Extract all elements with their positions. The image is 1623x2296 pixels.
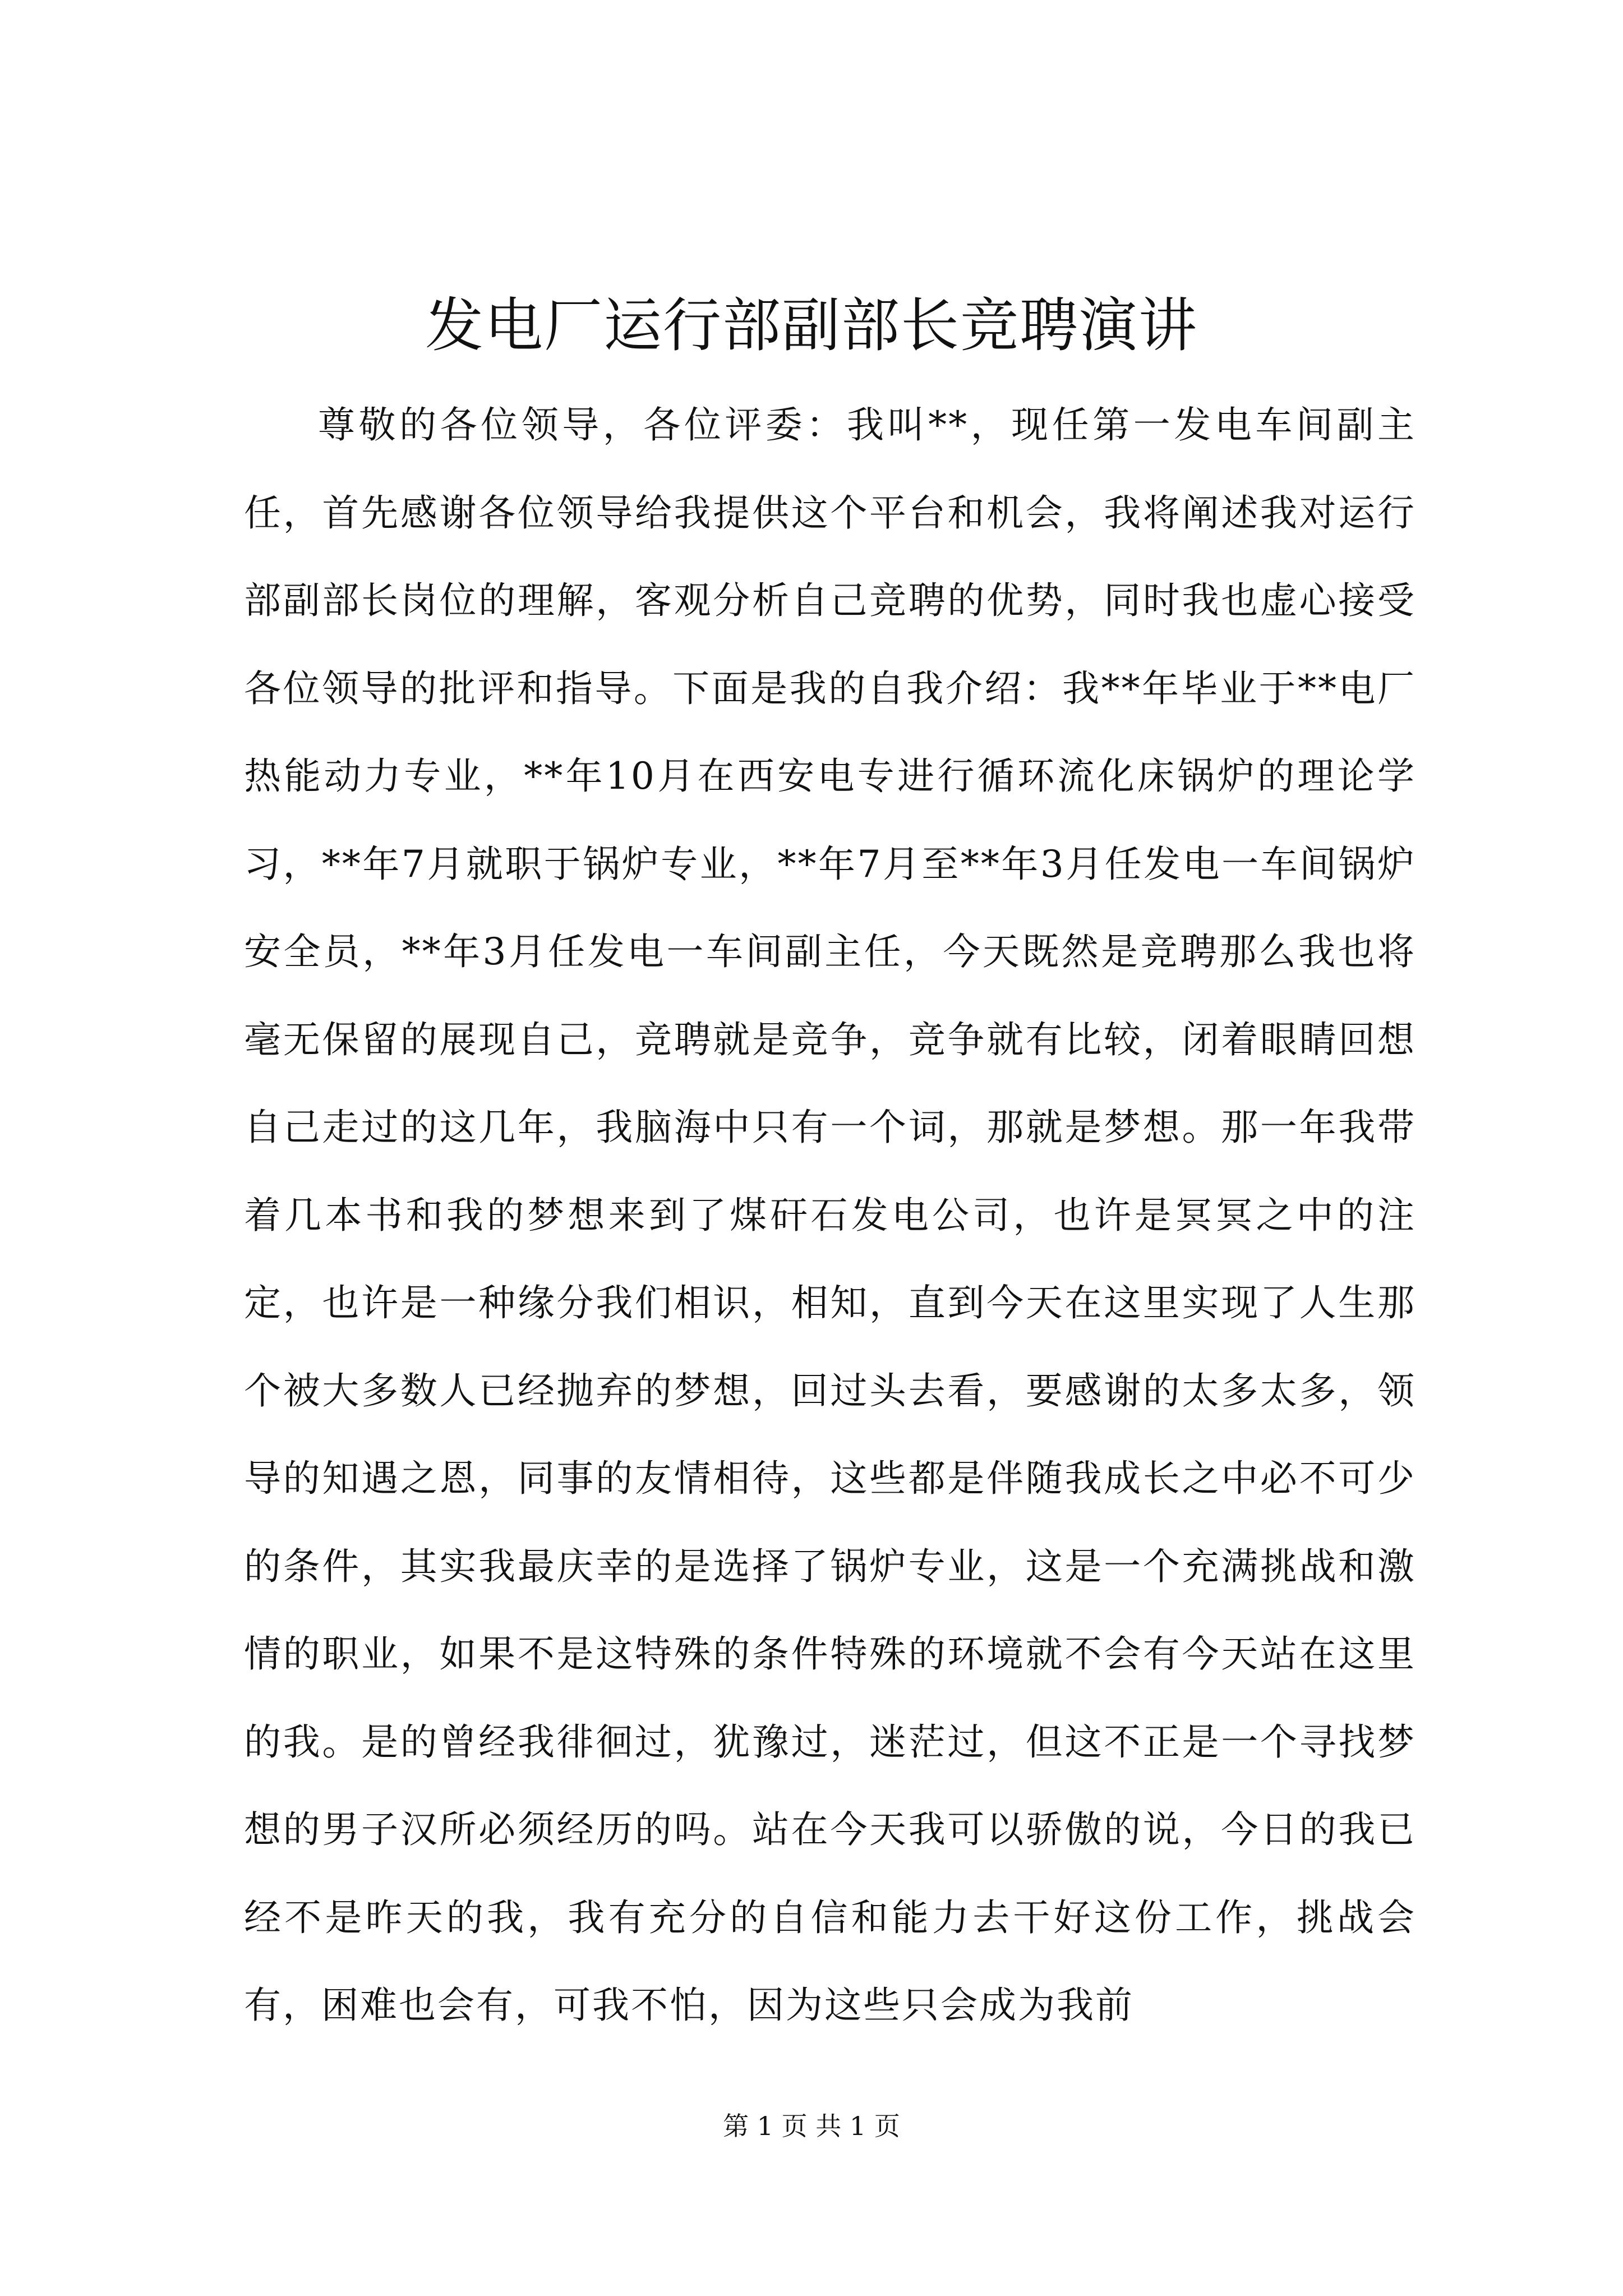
body-paragraph: 尊敬的各位领导，各位评委：我叫**，现任第一发电车间副主任，首先感谢各位领导给我提供这个平台和机会，我将阐述我对运行部副部长岗位的理解，客观分析自己竞聘的优势，同时我也虚心接受各位领导的批评和指导。下面是我的自我介绍：我**年毕业于**电厂热能动力专业，**年10月在西安电专进行循环流化床锅炉的理论学习，**年7月就职于锅炉专业，**年7月至**年3月任发电一车间锅炉安全员，**年3月任发电一车间副主任，今天既然是竞聘那么我也将毫无保留的展现自己，竞聘就是竞争，竞争就有比较，闭着眼睛回想自己走过的这几年，我脑海中只有一个词，那就是梦想。那一年我带着几本书和我的梦想来到了煤矸石发电公司，也许是冥冥之中的注定，也许是一种缘分我们相识，相知，直到今天在这里实现了人生那个被大多数人已经抛弃的梦想，回过头去看，要感谢的太多太多，领导的知遇之恩，同事的友情相待，这些都是伴随我成长之中必不可少的条件，其实我最庆幸的是选择了锅炉专业，这是一个充满挑战和激情的职业，如果不是这特殊的条件特殊的环境就不会有今天站在这里的我。是的曾经我徘徊过，犹豫过，迷茫过，但这不正是一个寻找梦想的男子汉所必须经历的吗。站在今天我可以骄傲的说，今日的我已经不是昨天的我，我有充分的自信和能力去干好这份工作，挑战会有，困难也会有，可我不怕，因为这些只会成为我前 — [244, 403, 1416, 2027]
document-body — [244, 381, 1416, 2042]
document-title: 发电厂运行部副部长竞聘演讲 — [425, 291, 1198, 360]
page-number-footer: 第 1 页 共 1 页 — [723, 2111, 900, 2141]
